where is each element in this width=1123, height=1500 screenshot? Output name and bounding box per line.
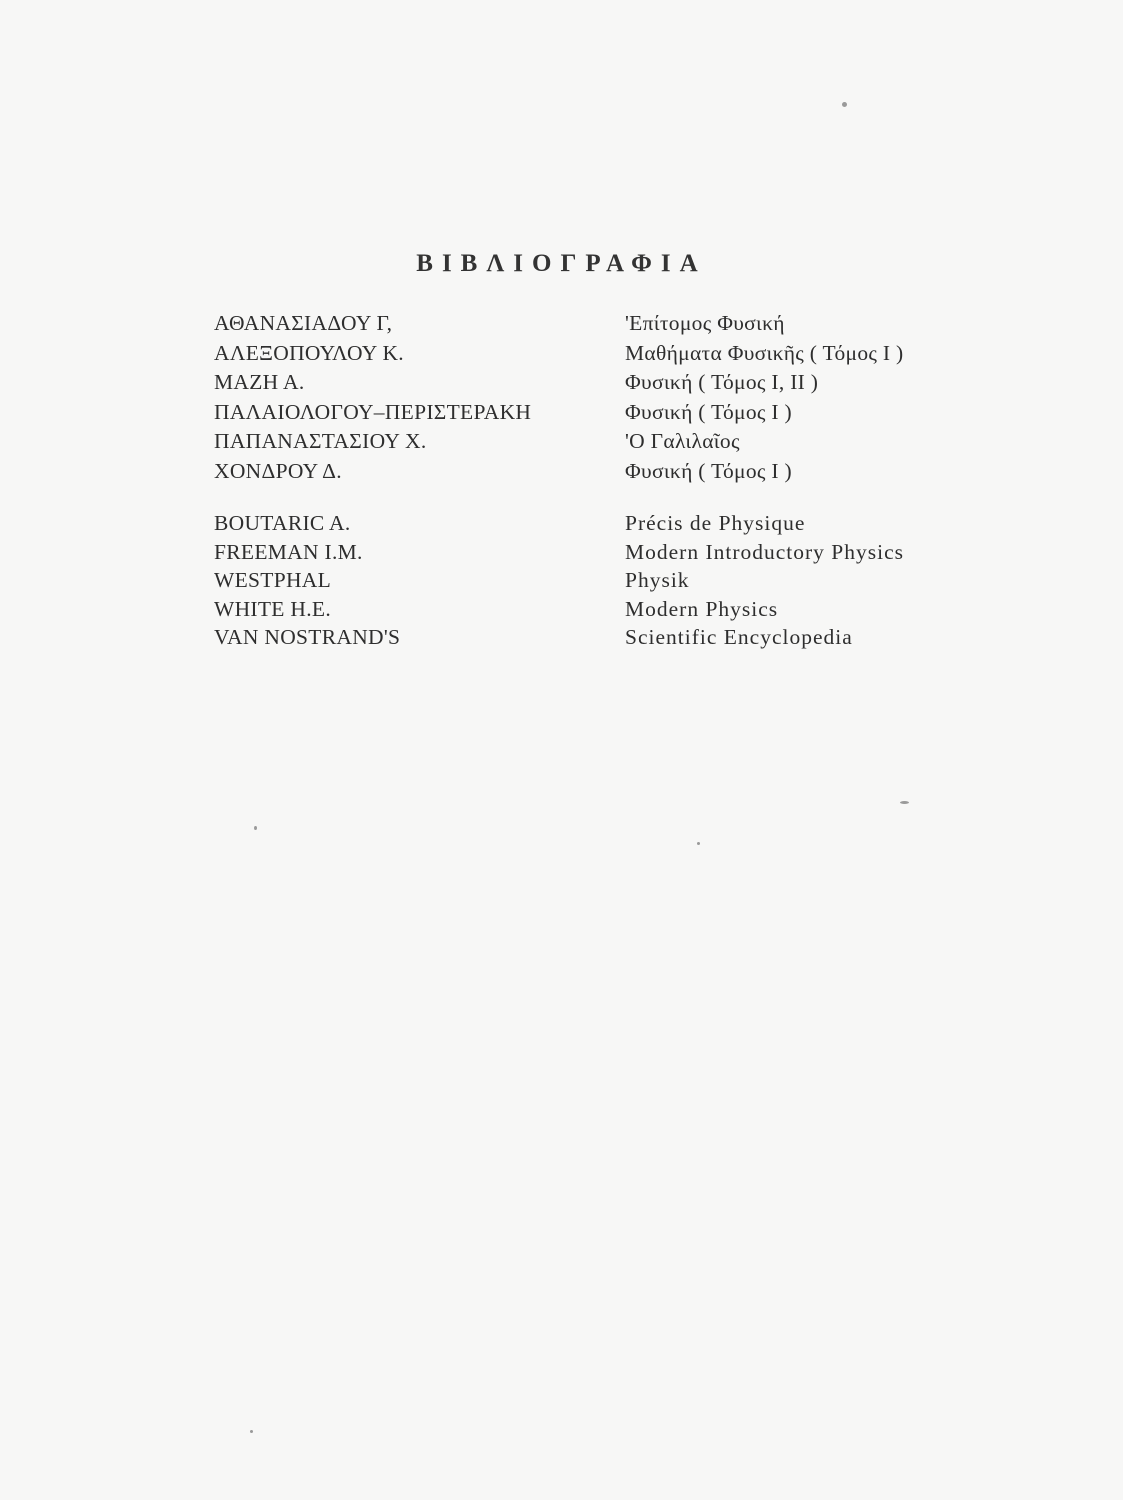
- bibliography-entry: [0, 427, 1123, 457]
- entry-work: Φυσική ( Τόμος Ι ): [625, 399, 792, 424]
- entry-author: ΠΑΛΑΙΟΛΟΓΟΥ–ΠΕΡΙΣΤΕΡΑΚΗ: [214, 399, 532, 424]
- entry-work: Modern Introductory Physics: [625, 539, 904, 564]
- page-title: ΒΙΒΛΙΟΓΡΑΦΙΑ: [416, 250, 707, 277]
- bibliography-entry: [0, 339, 1123, 369]
- bibliography-entry: [0, 538, 1123, 567]
- bibliography-entry: [0, 623, 1123, 652]
- entry-author: WHITE H.E.: [214, 596, 332, 621]
- bibliography-entry: [0, 309, 1123, 339]
- scan-speck: [254, 826, 257, 830]
- bibliography-entry: [0, 398, 1123, 428]
- entry-author: ΑΘΑΝΑΣΙΑΔΟΥ Γ,: [214, 311, 393, 335]
- entry-work: Physik: [625, 568, 690, 592]
- entry-author: BOUTARIC A.: [214, 511, 351, 535]
- bibliography-entry: [0, 595, 1123, 624]
- scan-speck: [900, 801, 909, 804]
- bibliography-entry: [0, 566, 1123, 595]
- entry-work: 'Επίτομος Φυσική: [625, 311, 785, 335]
- entry-author: ΠΑΠΑΝΑΣΤΑΣΙΟΥ Χ.: [214, 429, 427, 453]
- bibliography-entry: [0, 368, 1123, 398]
- entry-work: 'Ο Γαλιλαῖος: [625, 429, 740, 453]
- scan-speck: [250, 1430, 253, 1433]
- entry-work: Φυσική ( Τόμος Ι, ΙΙ ): [625, 370, 819, 394]
- entry-author: FREEMAN I.M.: [214, 539, 363, 564]
- greek-bibliography-list: [0, 309, 1123, 486]
- entry-author: ΧΟΝΔΡΟΥ Δ.: [214, 458, 342, 483]
- entry-author: ΑΛΕΞΟΠΟΥΛΟΥ Κ.: [214, 340, 404, 365]
- entry-work: Scientific Encyclopedia: [625, 625, 853, 649]
- latin-bibliography-list: [0, 509, 1123, 652]
- scan-speck: [842, 102, 847, 107]
- entry-work: Précis de Physique: [625, 511, 806, 535]
- entry-author: VAN NOSTRAND'S: [214, 625, 401, 649]
- entry-work: Modern Physics: [625, 596, 779, 621]
- entry-author: WESTPHAL: [214, 568, 332, 592]
- entry-author: ΜΑΖΗ Α.: [214, 370, 305, 394]
- entry-work: Φυσική ( Τόμος Ι ): [625, 458, 792, 483]
- entry-work: Μαθήματα Φυσικῆς ( Τόμος Ι ): [625, 340, 904, 365]
- scan-speck: [697, 842, 700, 845]
- bibliography-entry: [0, 457, 1123, 487]
- bibliography-entry: [0, 509, 1123, 538]
